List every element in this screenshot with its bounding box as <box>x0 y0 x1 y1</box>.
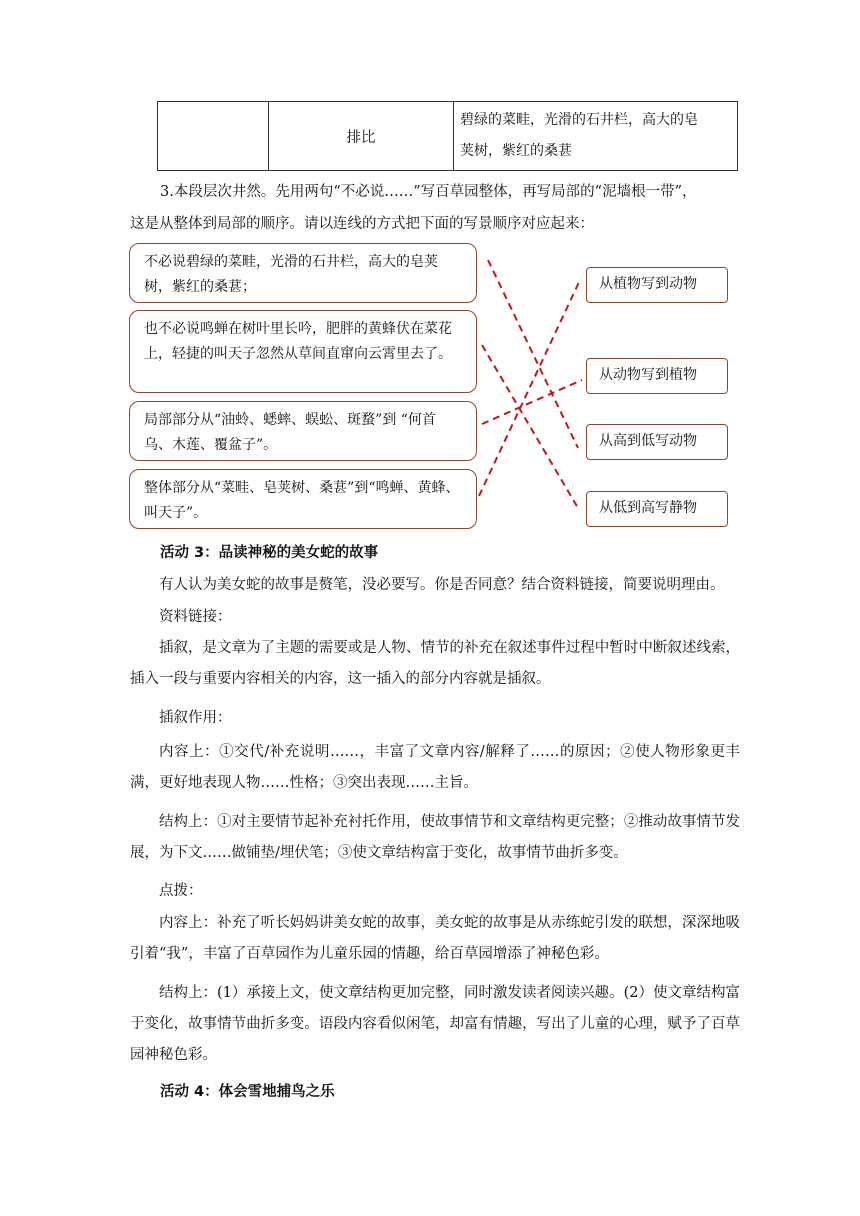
example-line-1: 碧绿的菜畦，光滑的石井栏，高大的皂 <box>460 112 698 128</box>
right-box-1: 从植物写到动物 <box>586 267 728 303</box>
table-cell-device: 排比 <box>269 102 454 171</box>
match-line-3 <box>482 380 582 424</box>
example-line-2: 荚树，紫红的桑葚 <box>460 143 572 159</box>
tip-structure: 结构上：(1）承接上文，使文章结构更加完整，同时激发读者阅读兴趣。(2）使文章结构富于变化，故事情节曲折多变。语段内容看似闲笔，却富有情趣，写出了儿童的心理，赋予了百草园神秘色彩。 <box>130 985 740 1063</box>
right-box-3: 从高到低写动物 <box>586 424 728 460</box>
structure-effect: 结构上：①对主要情节起补充衬托作用，使故事情节和文章结构更完整；②推动故事情节发展，为下文……做铺垫/埋伏笔；③使文章结构富于变化，故事情节曲折多变。 <box>130 814 740 861</box>
function-label: 插叙作用： <box>159 710 232 726</box>
question-3-line-2: 这是从整体到局部的顺序。请以连线的方式把下面的写景顺序对应起来： <box>130 216 594 232</box>
link-label: 资料链接： <box>159 609 232 625</box>
activity-4-title: 活动 4：体会雪地捕鸟之乐 <box>160 1084 335 1100</box>
match-line-1 <box>488 260 578 448</box>
matching-lines <box>0 0 860 560</box>
left-box-3: 局部部分从“油蛉、蟋蟀、蜈蚣、斑蝥”到 “何首乌、木莲、覆盆子”。 <box>129 401 477 461</box>
tip-content: 内容上：补充了听长妈妈讲美女蛇的故事，美女蛇的故事是从赤练蛇引发的联想，深深地吸引着“我”，丰富了百草园作为儿童乐园的情趣，给百草园增添了神秘色彩。 <box>130 915 740 962</box>
left-box-2: 也不必说鸣蝉在树叶里长吟，肥胖的黄蜂伏在菜花上，轻捷的叫天子忽然从草间直窜向云霄里去了。 <box>129 310 477 393</box>
content-effect: 内容上：①交代/补充说明……，丰富了文章内容/解释了……的原因；②使人物形象更丰满，更好地表现人物……性格；③突出表现……主旨。 <box>130 744 740 791</box>
left-box-4: 整体部分从“菜畦、皂荚树、桑葚”到“鸣蝉、黄蜂、叫天子”。 <box>129 469 477 529</box>
tip-label: 点拨： <box>159 883 203 899</box>
activity-3-title: 活动 3：品读神秘的美女蛇的故事 <box>160 545 379 561</box>
insertion-definition: 插叙，是文章为了主题的需要或是人物、情节的补充在叙述事件过程中暂时中断叙述线索，插入一段与重要内容相关的内容，这一插入的部分内容就是插叙。 <box>130 640 740 687</box>
question-3-line-1: 3.本段层次井然。先用两句“不必说……”写百草园整体，再写局部的“泥墙根一带”， <box>160 184 697 200</box>
right-box-4: 从低到高写静物 <box>586 491 728 527</box>
activity-3-question: 有人认为美女蛇的故事是赘笔，没必要写。你是否同意？结合资料链接，简要说明理由。 <box>159 577 725 593</box>
left-box-1: 不必说碧绿的菜畦，光滑的石井栏，高大的皂荚树，紫红的桑葚； <box>129 243 477 303</box>
right-box-2: 从动物写到植物 <box>586 358 728 394</box>
match-line-2 <box>482 345 578 508</box>
